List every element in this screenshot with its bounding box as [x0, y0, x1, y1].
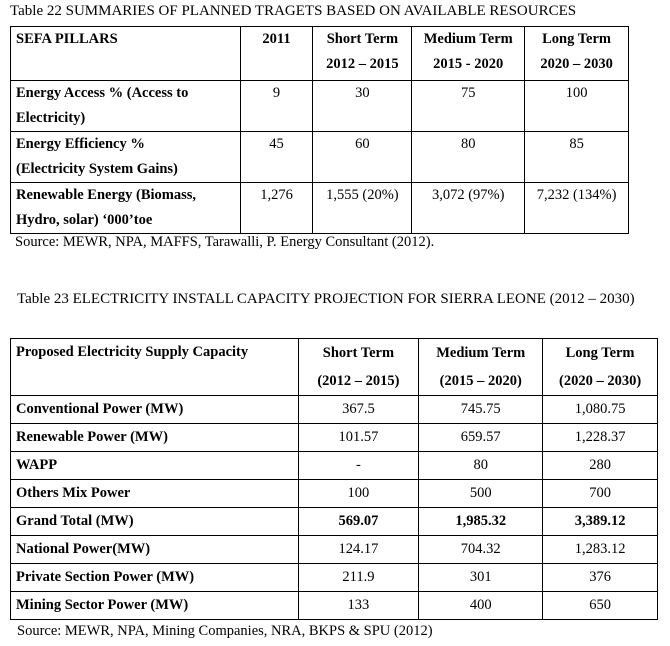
- cell-medium-term: 3,072 (97%): [412, 183, 525, 234]
- cell-long-term: 700: [543, 480, 658, 508]
- table22-header-row: [11, 27, 629, 81]
- cell-short-term: 1,555 (20%): [313, 183, 412, 234]
- row-label: Conventional Power (MW): [11, 396, 299, 424]
- table-row: [11, 183, 629, 234]
- cell-long-term: 7,232 (134%): [525, 183, 629, 234]
- table-row: [11, 564, 658, 592]
- row-label: WAPP: [11, 452, 299, 480]
- cell-medium-term: 80: [419, 452, 543, 480]
- cell-2011: 1,276: [240, 183, 313, 234]
- cell-short-term: 100: [298, 480, 419, 508]
- cell-short-term: 569.07: [298, 508, 419, 536]
- row-label: Others Mix Power: [11, 480, 299, 508]
- cell-medium-term: 659.57: [419, 424, 543, 452]
- row-label: Energy Access % (Access to Electricity): [11, 81, 241, 132]
- table-row: [11, 132, 629, 183]
- header-sefa-pillars: SEFA PILLARS: [11, 27, 241, 81]
- row-label: Grand Total (MW): [11, 508, 299, 536]
- cell-long-term: 85: [525, 132, 629, 183]
- header-long-term: Long Term 2020 – 2030: [525, 27, 629, 81]
- cell-long-term: 376: [543, 564, 658, 592]
- table-row: [11, 592, 658, 620]
- cell-medium-term: 75: [412, 81, 525, 132]
- cell-long-term: 1,228.37: [543, 424, 658, 452]
- cell-short-term: 60: [313, 132, 412, 183]
- header-long-term: Long Term (2020 – 2030): [543, 339, 658, 396]
- header-medium-term: Medium Term 2015 - 2020: [412, 27, 525, 81]
- cell-long-term: 280: [543, 452, 658, 480]
- table22-caption: Table 22 SUMMARIES OF PLANNED TRAGETS BASED ON AVAILABLE RESOURCES: [10, 3, 577, 19]
- row-label: Energy Efficiency % (Electricity System Gains): [11, 132, 241, 183]
- cell-short-term: 30: [313, 81, 412, 132]
- header-2011: 2011: [240, 27, 313, 81]
- cell-medium-term: 80: [412, 132, 525, 183]
- row-label: Renewable Energy (Biomass, Hydro, solar) ‘000’toe: [11, 183, 241, 234]
- table-row: [11, 452, 658, 480]
- cell-short-term: 101.57: [298, 424, 419, 452]
- cell-short-term: -: [298, 452, 419, 480]
- table22-source: Source: MEWR, NPA, MAFFS, Tarawalli, P. Energy Consultant (2012).: [15, 234, 435, 250]
- cell-long-term: 650: [543, 592, 658, 620]
- cell-medium-term: 1,985.32: [419, 508, 543, 536]
- table-row: [11, 81, 629, 132]
- header-medium-term: Medium Term (2015 – 2020): [419, 339, 543, 396]
- cell-long-term: 1,080.75: [543, 396, 658, 424]
- cell-2011: 9: [240, 81, 313, 132]
- row-label: Renewable Power (MW): [11, 424, 299, 452]
- cell-long-term: 1,283.12: [543, 536, 658, 564]
- row-label: Mining Sector Power (MW): [11, 592, 299, 620]
- table23-source: Source: MEWR, NPA, Mining Companies, NRA, BKPS & SPU (2012): [17, 623, 433, 639]
- cell-medium-term: 745.75: [419, 396, 543, 424]
- table23: [10, 338, 658, 620]
- cell-2011: 45: [240, 132, 313, 183]
- cell-short-term: 124.17: [298, 536, 419, 564]
- table-row: [11, 480, 658, 508]
- row-label: Private Section Power (MW): [11, 564, 299, 592]
- row-label: National Power(MW): [11, 536, 299, 564]
- table22: [10, 26, 629, 234]
- header-short-term: Short Term (2012 – 2015): [298, 339, 419, 396]
- cell-medium-term: 704.32: [419, 536, 543, 564]
- table-row: [11, 536, 658, 564]
- cell-medium-term: 400: [419, 592, 543, 620]
- cell-long-term: 100: [525, 81, 629, 132]
- table-row: [11, 424, 658, 452]
- table-row: [11, 508, 658, 536]
- cell-medium-term: 500: [419, 480, 543, 508]
- header-proposed-capacity: Proposed Electricity Supply Capacity: [11, 339, 299, 396]
- cell-short-term: 367.5: [298, 396, 419, 424]
- cell-long-term: 3,389.12: [543, 508, 658, 536]
- table23-header-row: [11, 339, 658, 396]
- cell-short-term: 133: [298, 592, 419, 620]
- cell-short-term: 211.9: [298, 564, 419, 592]
- table-row: [11, 396, 658, 424]
- table23-caption: Table 23 ELECTRICITY INSTALL CAPACITY PROJECTION FOR SIERRA LEONE (2012 – 2030): [17, 291, 635, 307]
- cell-medium-term: 301: [419, 564, 543, 592]
- header-short-term: Short Term 2012 – 2015: [313, 27, 412, 81]
